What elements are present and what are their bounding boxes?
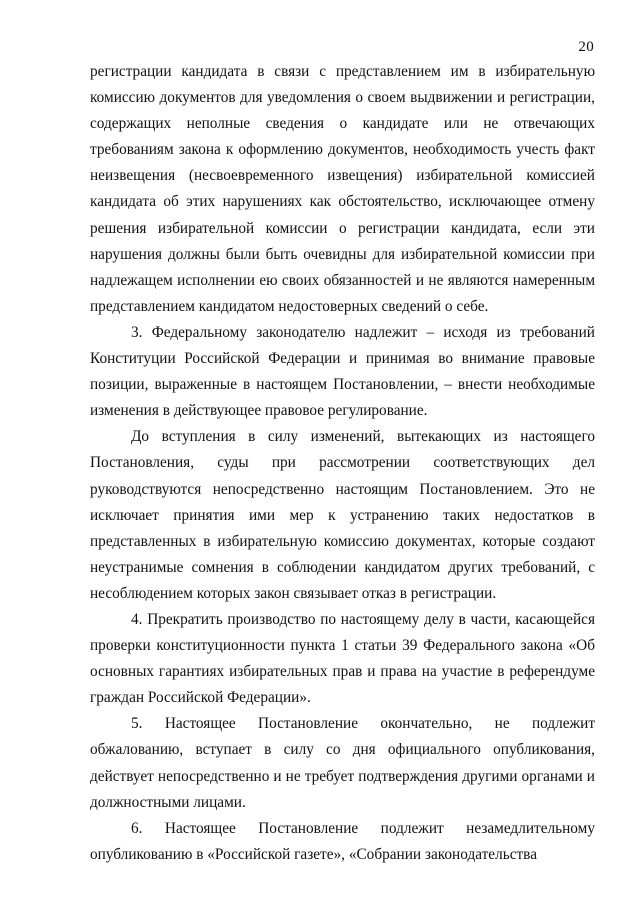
page-number: 20	[578, 39, 594, 55]
paragraph-item-5: 5. Настоящее Постановление окончательно, не подлежит обжалованию, вступает в силу со дня официального опубликования, действует непосредственно и не требует подтверждения другими органами и должностными лицами.	[90, 715, 595, 811]
paragraph-continuation: регистрации кандидата в связи с представлением им в избирательную комиссию документов для уведомления о своем выдвижении и регистрации, содержащих неполные сведения о кандидате или не отвечающих требованиям закона к оформлению документов, необходимость учесть факт неизвещения (несвоевременного извещения) избирательной комиссией кандидата об этих нарушениях как обстоятельство, исключающее отмену решения избирательной комиссии о регистрации кандидата, если эти нарушения должны были быть очевидны для избирательной комиссии при надлежащем исполнении ею своих обязанностей и не являются намеренным представлением кандидатом недостоверных сведений о себе.	[90, 63, 595, 315]
document-body	[90, 59, 595, 868]
paragraph-item-3: 3. Федеральному законодателю надлежит – исходя из требований Конституции Российской Федерации и принимая во внимание правовые позиции, выраженные в настоящем Постановлении, – внести необходимые изменения в действующее правовое регулирование.	[90, 323, 595, 420]
paragraph-item-6: 6. Настоящее Постановление подлежит незамедлительному опубликованию в «Российской газете», «Собрании законодательства	[90, 819, 595, 863]
paragraph-transitional-provision: До вступления в силу изменений, вытекающих из настоящего Постановления, суды при рассмотрении соответствующих дел руководствуются непосредственно настоящим Постановлением. Это не исключает принятия ими мер к устранению таких недостатков в представленных в избирательную комиссию документах, которые создают неустранимые сомнения в соблюдении кандидатом других требований, с несоблюдением которых закон связывает отказ в регистрации.	[90, 428, 595, 602]
paragraph-item-4: 4. Прекратить производство по настоящему делу в части, касающейся проверки конституционности пункта 1 статьи 39 Федерального закона «Об основных гарантиях избирательных прав и права на участие в референдуме граждан Российской Федерации».	[90, 610, 595, 707]
